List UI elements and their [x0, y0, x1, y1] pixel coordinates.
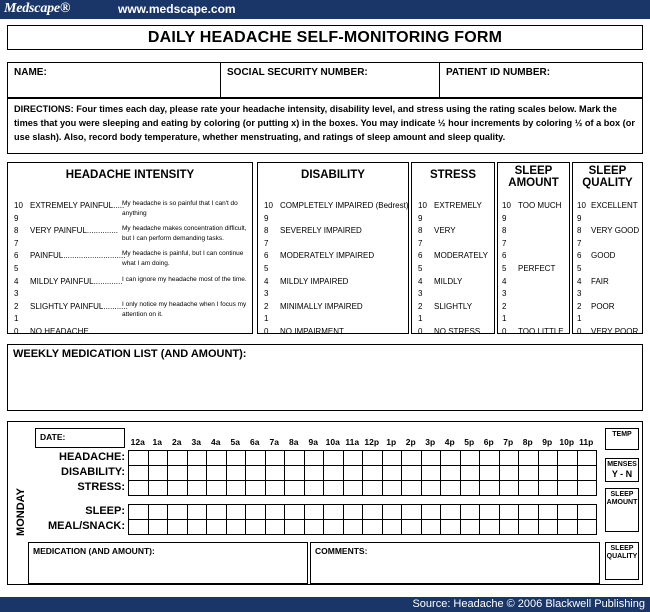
scale-number: 6 — [502, 251, 507, 261]
intensity-title: HEADACHE INTENSITY — [65, 169, 195, 181]
grid-cell[interactable] — [149, 520, 169, 535]
scale-number: 7 — [577, 238, 582, 248]
grid-cell[interactable] — [539, 481, 559, 496]
scale-number: 0 — [14, 327, 19, 336]
grid-cell[interactable] — [480, 481, 500, 496]
day-name: MONDAY — [15, 488, 27, 536]
sleep-quality-scale — [572, 162, 643, 334]
hour-header: 4p — [444, 437, 455, 447]
grid-cell[interactable] — [461, 505, 481, 520]
disability-level-label: MILDLY IMPAIRED — [280, 276, 349, 286]
grid-row-label: SLEEP: — [85, 505, 125, 517]
scale-number: 2 — [14, 301, 19, 311]
day-block — [7, 421, 643, 585]
grid-row-label: MEAL/SNACK: — [48, 520, 125, 532]
scale-number: 10 — [577, 201, 586, 210]
grid-cell[interactable] — [207, 520, 227, 535]
sleep-quality-level-label: FAIR — [591, 276, 609, 286]
scale-number: 8 — [418, 226, 423, 236]
hour-header: 9a — [308, 437, 318, 447]
grid-cell[interactable] — [519, 451, 539, 466]
grid-cell[interactable] — [168, 451, 188, 466]
disability-level-label: MODERATELY IMPAIRED — [280, 251, 375, 261]
grid-cell[interactable] — [402, 466, 422, 481]
grid-cell[interactable] — [207, 505, 227, 520]
grid-cell[interactable] — [422, 520, 442, 535]
grid-cell[interactable] — [285, 466, 305, 481]
ssn-label: SOCIAL SECURITY NUMBER: — [227, 67, 368, 78]
intensity-description: My headache makes concentration difficult, — [122, 225, 247, 232]
sleep-amount-label: SLEEP AMOUNT — [606, 491, 638, 506]
grid-cell[interactable] — [402, 481, 422, 496]
grid-cell[interactable] — [168, 481, 188, 496]
directions-box — [7, 98, 643, 154]
grid-cell[interactable] — [266, 466, 286, 481]
grid-cell[interactable] — [344, 520, 364, 535]
hour-header: 12p — [364, 437, 380, 447]
sleep-amount-level-label: TOO LITTLE — [518, 327, 564, 336]
headache-form — [0, 19, 650, 597]
sleep-amount-level-label: TOO MUCH — [518, 201, 562, 210]
grid-cell[interactable] — [207, 466, 227, 481]
grid-cell[interactable] — [227, 481, 247, 496]
hour-header: 6a — [250, 437, 260, 447]
sleep-quality-title-2: QUALITY — [582, 177, 633, 189]
grid-cell[interactable] — [168, 505, 188, 520]
patient-info-row — [7, 62, 643, 98]
intensity-description: I can ignore my headache most of the time. — [122, 276, 247, 283]
grid-cell[interactable] — [305, 451, 325, 466]
scale-number: 0 — [577, 327, 582, 336]
scale-number: 1 — [14, 314, 19, 324]
grid-cell[interactable] — [539, 505, 559, 520]
hour-header: 1p — [386, 437, 397, 447]
scale-number: 3 — [264, 289, 269, 299]
grid-cell[interactable] — [344, 481, 364, 496]
grid-cell[interactable] — [266, 520, 286, 535]
intensity-scale — [7, 162, 253, 334]
grid-cell[interactable] — [500, 451, 520, 466]
hour-header: 3p — [425, 437, 436, 447]
grid-cell[interactable] — [558, 520, 578, 535]
grid-cell[interactable] — [441, 505, 461, 520]
medication-field[interactable] — [28, 542, 308, 584]
grid-cell[interactable] — [207, 481, 227, 496]
grid-cell[interactable] — [305, 520, 325, 535]
grid-cell[interactable] — [383, 451, 403, 466]
patient-id-field[interactable] — [440, 63, 640, 97]
sleep-quality-level-label: POOR — [591, 301, 615, 311]
grid-cell[interactable] — [285, 505, 305, 520]
grid-cell[interactable] — [363, 505, 383, 520]
scale-number: 9 — [264, 213, 269, 223]
disability-title: DISABILITY — [301, 169, 365, 181]
scale-number: 7 — [418, 238, 423, 248]
name-field[interactable] — [8, 63, 220, 97]
stress-level-label: EXTREMELY — [434, 201, 482, 210]
scale-number: 2 — [577, 301, 582, 311]
intensity-description: attention on it. — [122, 311, 163, 318]
grid-cell[interactable] — [285, 481, 305, 496]
scale-number: 9 — [502, 213, 507, 223]
source-credit: Source: Headache © 2006 Blackwell Publishing — [412, 598, 645, 610]
ssn-field[interactable] — [221, 63, 439, 97]
menses-options: Y - N — [611, 469, 633, 479]
scale-number: 5 — [418, 264, 423, 273]
grid-cell[interactable] — [422, 481, 442, 496]
grid-cell[interactable] — [266, 505, 286, 520]
intensity-level-label: MILDLY PAINFUL............. — [30, 276, 123, 286]
grid-cell[interactable] — [285, 451, 305, 466]
scale-number: 10 — [502, 201, 511, 210]
grid-cell[interactable] — [129, 505, 149, 520]
disability-level-label: SEVERELY IMPAIRED — [280, 226, 362, 236]
name-label: NAME: — [14, 67, 47, 78]
grid-cell[interactable] — [129, 466, 149, 481]
grid-cell[interactable] — [383, 466, 403, 481]
intensity-description: My headache is so painful that I can't do — [122, 200, 238, 207]
grid-cell[interactable] — [266, 451, 286, 466]
intensity-level-label: VERY PAINFUL.............. — [30, 226, 119, 236]
grid-cell[interactable] — [188, 481, 208, 496]
hour-header: 5a — [230, 437, 240, 447]
grid-cell[interactable] — [285, 520, 305, 535]
directions-text: Four times each day, please rate your headache intensity, disability level, and stress using the rating scales below. Mark the times that you were sleeping and eating by coloring (or putting x) in the boxes. You may indicate ½ hour increments by coloring ½ of a box (or use slash). Also, record body temperature, whether menstruating, and ratings of sleep amount and sleep quality. — [14, 104, 635, 142]
grid-cell[interactable] — [422, 466, 442, 481]
hour-header: 10a — [325, 437, 340, 447]
scale-number: 2 — [418, 301, 423, 311]
hour-header: 2a — [172, 437, 182, 447]
intensity-description: anything — [122, 210, 147, 217]
grid-cell[interactable] — [305, 505, 325, 520]
scale-number: 9 — [14, 213, 19, 223]
grid-cell[interactable] — [539, 520, 559, 535]
grid-cell[interactable] — [227, 466, 247, 481]
grid-cell[interactable] — [149, 505, 169, 520]
top-banner — [0, 0, 650, 19]
grid-cell[interactable] — [441, 451, 461, 466]
grid-cell[interactable] — [558, 505, 578, 520]
scale-number: 1 — [264, 314, 269, 324]
grid-cell[interactable] — [441, 481, 461, 496]
sleep-amount-box[interactable] — [605, 488, 639, 532]
comments-field[interactable] — [310, 542, 600, 584]
scale-number: 8 — [577, 226, 582, 236]
grid-cell[interactable] — [305, 481, 325, 496]
sleep-quality-level-label: EXCELLENT — [591, 201, 638, 210]
disability-level-label: MINIMALLY IMPAIRED — [280, 301, 363, 311]
grid-cell[interactable] — [441, 520, 461, 535]
grid-cell[interactable] — [461, 520, 481, 535]
hour-header: 2p — [405, 437, 416, 447]
menses-box[interactable] — [605, 458, 639, 482]
grid-cell[interactable] — [441, 466, 461, 481]
grid-cell[interactable] — [558, 466, 578, 481]
grid-cell[interactable] — [305, 466, 325, 481]
day-name-wrap — [14, 472, 28, 552]
grid-cell[interactable] — [363, 520, 383, 535]
grid-cell[interactable] — [383, 481, 403, 496]
menses-label: MENSES — [607, 461, 637, 468]
directions-lead: DIRECTIONS: — [14, 104, 74, 114]
scale-number: 6 — [577, 251, 582, 261]
grid-cell[interactable] — [480, 505, 500, 520]
grid-cell[interactable] — [344, 451, 364, 466]
grid-cell[interactable] — [363, 451, 383, 466]
grid-cell[interactable] — [363, 466, 383, 481]
temp-box[interactable] — [605, 428, 639, 450]
scale-number: 10 — [14, 201, 23, 210]
grid-cell[interactable] — [149, 481, 169, 496]
scale-number: 5 — [577, 264, 582, 273]
scale-number: 4 — [14, 276, 19, 286]
grid-cell[interactable] — [227, 505, 247, 520]
grid-cell[interactable] — [188, 451, 208, 466]
scale-number: 3 — [418, 289, 423, 299]
comments-label: COMMENTS: — [315, 546, 368, 556]
hour-header: 3a — [191, 437, 201, 447]
scale-number: 9 — [418, 213, 423, 223]
intensity-level-label: PAINFUL............................ — [30, 251, 126, 261]
grid-cell[interactable] — [578, 451, 598, 466]
grid-cell[interactable] — [558, 451, 578, 466]
grid-cell[interactable] — [227, 520, 247, 535]
scale-number: 0 — [264, 327, 269, 336]
grid-cell[interactable] — [539, 466, 559, 481]
grid-cell[interactable] — [500, 505, 520, 520]
scale-number: 1 — [577, 314, 582, 324]
scale-number: 0 — [418, 327, 423, 336]
scale-number: 6 — [264, 251, 269, 261]
disability-scale — [257, 162, 409, 334]
hour-header: 11a — [345, 437, 360, 447]
disability-level-label: COMPLETELY IMPAIRED (Bedrest) — [280, 201, 409, 210]
intensity-description: My headache is painful, but I can continue — [122, 250, 244, 257]
stress-level-label: MODERATELY — [434, 251, 488, 261]
weekly-medication-list[interactable] — [7, 344, 643, 411]
hour-header: 6p — [483, 437, 494, 447]
stress-scale — [411, 162, 495, 334]
stress-level-label: MILDLY — [434, 276, 463, 286]
hour-header: 11p — [579, 437, 594, 447]
intensity-level-label: NO HEADACHE — [30, 327, 89, 336]
bottom-banner — [0, 597, 650, 612]
hour-header: 5p — [464, 437, 475, 447]
scale-number: 6 — [418, 251, 423, 261]
grid-cell[interactable] — [188, 520, 208, 535]
temp-label: TEMP — [612, 431, 632, 438]
scale-number: 3 — [14, 289, 19, 299]
grid-cell[interactable] — [500, 520, 520, 535]
hour-grid — [128, 504, 597, 535]
scale-number: 10 — [418, 201, 427, 210]
grid-cell[interactable] — [578, 520, 598, 535]
sleep-amount-title-2: AMOUNT — [508, 177, 559, 189]
scale-number: 3 — [502, 289, 507, 299]
scale-number: 8 — [14, 226, 19, 236]
hour-header: 8a — [289, 437, 299, 447]
hour-header: 10p — [559, 437, 575, 447]
grid-cell[interactable] — [422, 451, 442, 466]
grid-cell[interactable] — [578, 466, 598, 481]
stress-level-label: NO STRESS — [434, 327, 481, 336]
scale-number: 7 — [502, 238, 507, 248]
grid-cell[interactable] — [383, 505, 403, 520]
date-label: DATE: — [40, 432, 66, 442]
hour-header: 8p — [522, 437, 533, 447]
grid-cell[interactable] — [519, 505, 539, 520]
grid-cell[interactable] — [344, 466, 364, 481]
grid-cell[interactable] — [149, 451, 169, 466]
grid-cell[interactable] — [480, 520, 500, 535]
stress-level-label: VERY — [434, 226, 456, 236]
grid-cell[interactable] — [500, 466, 520, 481]
sleep-quality-level-label: GOOD — [591, 251, 616, 261]
grid-cell[interactable] — [480, 466, 500, 481]
scale-number: 8 — [264, 226, 269, 236]
scale-number: 4 — [577, 276, 582, 286]
scale-number: 2 — [502, 301, 507, 311]
intensity-description: but I can perform demanding tasks. — [122, 235, 224, 242]
grid-cell[interactable] — [149, 466, 169, 481]
grid-cell[interactable] — [324, 481, 344, 496]
grid-cell[interactable] — [422, 505, 442, 520]
medscape-logo: Medscape® — [4, 1, 71, 16]
form-title: DAILY HEADACHE SELF-MONITORING FORM — [7, 25, 643, 50]
hour-header: 7p — [503, 437, 514, 447]
grid-row-label: DISABILITY: — [61, 466, 125, 478]
grid-cell[interactable] — [129, 481, 149, 496]
scale-number: 6 — [14, 251, 19, 261]
grid-cell[interactable] — [500, 481, 520, 496]
stress-level-label: SLIGHTLY — [434, 301, 473, 311]
grid-cell[interactable] — [402, 451, 422, 466]
grid-cell[interactable] — [168, 466, 188, 481]
scale-number: 2 — [264, 301, 269, 311]
scale-number: 4 — [418, 276, 423, 286]
grid-cell[interactable] — [324, 451, 344, 466]
grid-cell[interactable] — [461, 451, 481, 466]
sleep-quality-label: SLEEP QUALITY — [606, 545, 638, 560]
sleep-quality-level-label: VERY POOR — [591, 327, 639, 336]
grid-cell[interactable] — [402, 505, 422, 520]
scale-number: 5 — [502, 264, 507, 273]
grid-cell[interactable] — [578, 505, 598, 520]
scale-number: 10 — [264, 201, 273, 210]
grid-cell[interactable] — [519, 481, 539, 496]
grid-cell[interactable] — [246, 466, 266, 481]
hour-grid — [128, 450, 597, 496]
scale-number: 5 — [14, 264, 19, 273]
scale-number: 5 — [264, 264, 269, 273]
sleep-quality-level-label: VERY GOOD — [591, 226, 640, 236]
scale-number: 4 — [502, 276, 507, 286]
sleep-quality-title-1: SLEEP — [588, 165, 627, 177]
hour-grid-area — [35, 428, 601, 536]
grid-cell[interactable] — [129, 451, 149, 466]
sleep-amount-level-label: PERFECT — [518, 264, 556, 273]
hour-header: 12a — [130, 437, 145, 447]
grid-cell[interactable] — [168, 520, 188, 535]
grid-cell[interactable] — [324, 520, 344, 535]
grid-cell[interactable] — [246, 451, 266, 466]
scale-number: 1 — [502, 314, 507, 324]
scale-number: 4 — [264, 276, 269, 286]
patient-id-label: PATIENT ID NUMBER: — [446, 67, 551, 78]
intensity-description: I only notice my headache when I focus my — [122, 301, 247, 308]
hour-header: 9p — [542, 437, 553, 447]
scale-number: 1 — [418, 314, 423, 324]
grid-cell[interactable] — [266, 481, 286, 496]
sleep-amount-title-1: SLEEP — [514, 165, 553, 177]
grid-cell[interactable] — [324, 505, 344, 520]
grid-cell[interactable] — [578, 481, 598, 496]
grid-cell[interactable] — [402, 520, 422, 535]
intensity-description: what I am doing. — [122, 260, 170, 267]
grid-cell[interactable] — [539, 451, 559, 466]
grid-row-label: HEADACHE: — [59, 451, 125, 463]
scale-number: 7 — [264, 238, 269, 248]
grid-row-label: STRESS: — [77, 481, 125, 493]
grid-cell[interactable] — [188, 466, 208, 481]
hour-header: 4a — [211, 437, 221, 447]
date-field[interactable] — [35, 428, 125, 448]
grid-cell[interactable] — [519, 466, 539, 481]
grid-cell[interactable] — [246, 481, 266, 496]
grid-cell[interactable] — [324, 466, 344, 481]
grid-cell[interactable] — [480, 451, 500, 466]
grid-cell[interactable] — [461, 481, 481, 496]
grid-cell[interactable] — [246, 520, 266, 535]
grid-cell[interactable] — [344, 505, 364, 520]
stress-title: STRESS — [429, 169, 476, 181]
disability-level-label: NO IMPAIRMENT — [280, 327, 344, 336]
grid-cell[interactable] — [558, 481, 578, 496]
grid-cell[interactable] — [227, 451, 247, 466]
scale-number: 8 — [502, 226, 507, 236]
weekly-medication-label: WEEKLY MEDICATION LIST (AND AMOUNT): — [13, 348, 247, 360]
grid-cell[interactable] — [383, 520, 403, 535]
scale-number: 0 — [502, 327, 507, 336]
hour-header: 1a — [152, 437, 162, 447]
scale-number: 9 — [577, 213, 582, 223]
intensity-level-label: EXTREMELY PAINFUL..... — [30, 201, 125, 210]
medication-label: MEDICATION (AND AMOUNT): — [33, 546, 155, 556]
intensity-level-label: SLIGHTLY PAINFUL........... — [30, 301, 128, 311]
grid-cell[interactable] — [246, 505, 266, 520]
sleep-quality-box[interactable] — [605, 542, 639, 580]
site-url: www.medscape.com — [118, 2, 236, 16]
scale-number: 3 — [577, 289, 582, 299]
grid-cell[interactable] — [188, 505, 208, 520]
hour-header: 7a — [269, 437, 279, 447]
grid-cell[interactable] — [129, 520, 149, 535]
grid-cell[interactable] — [461, 466, 481, 481]
grid-cell[interactable] — [519, 520, 539, 535]
grid-cell[interactable] — [207, 451, 227, 466]
sleep-amount-scale — [497, 162, 570, 334]
scale-number: 7 — [14, 238, 19, 248]
grid-cell[interactable] — [363, 481, 383, 496]
